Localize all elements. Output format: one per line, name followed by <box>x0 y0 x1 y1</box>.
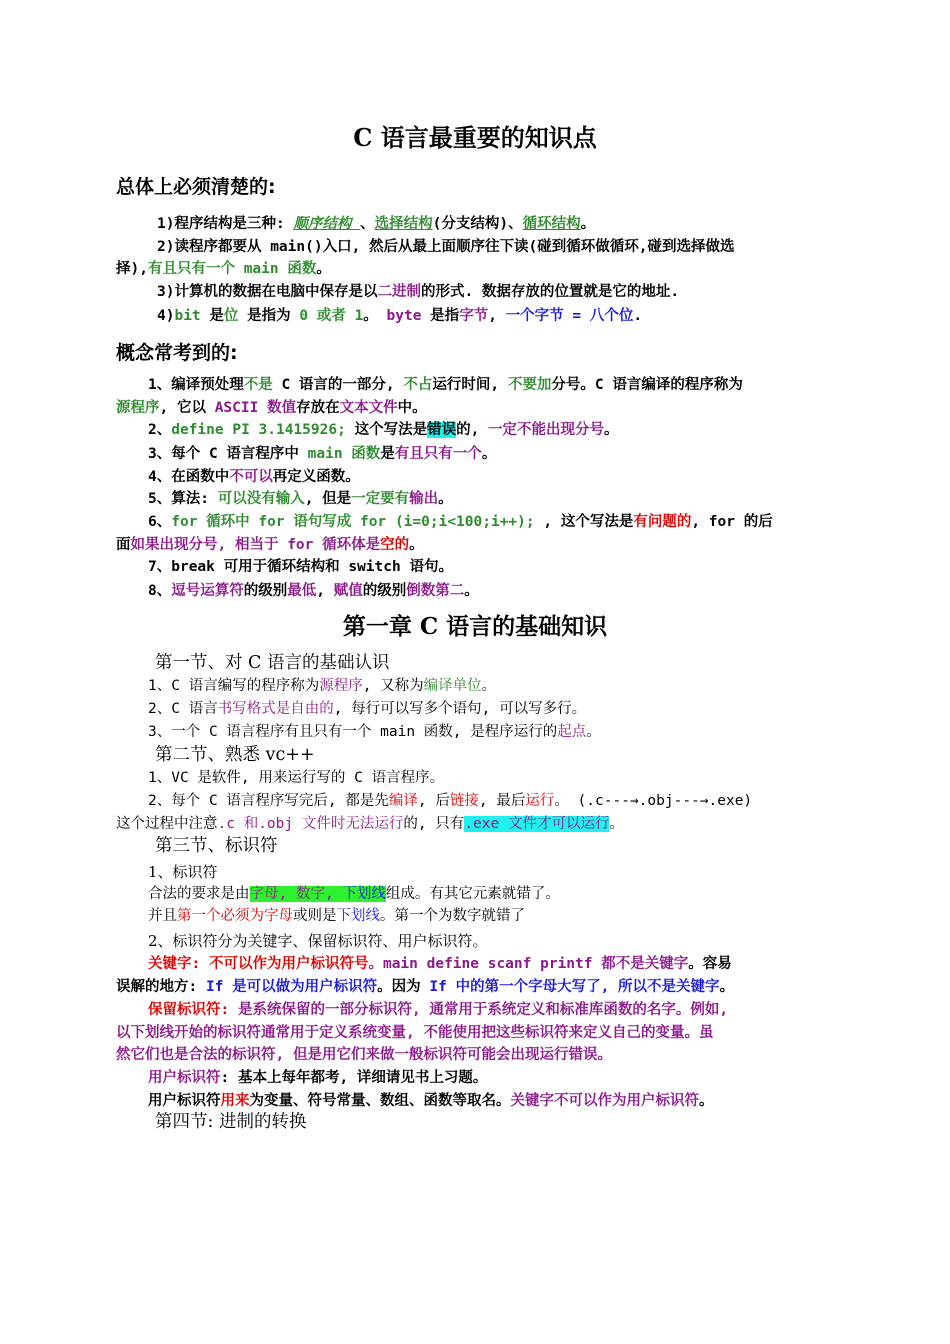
concept-6-cont: 面如果出现分号, 相当于 for 循环体是空的。 <box>116 537 424 553</box>
section-2-heading: 第二节、熟悉 vc++ <box>155 745 315 765</box>
reserved-note: 保留标识符: 是系统保留的一部分标识符, 通常用于系统定义和标准库函数的名字。例如, <box>148 1002 729 1018</box>
document-title: C 语言最重要的知识点 <box>353 123 597 152</box>
keyword-note: 关键字: 不可以作为用户标识符号。main define scanf printf 都不是关键字。容易 <box>148 956 732 972</box>
concept-4: 4、在函数中不可以再定义函数。 <box>148 469 360 485</box>
overview-point-3: 3)计算机的数据在电脑中保存是以二进制的形式. 数据存放的位置就是它的地址. <box>157 284 680 300</box>
section-4-heading: 第四节: 进制的转换 <box>155 1112 307 1132</box>
concept-2: 2、define PI 3.1415926; 这个写法是错误的, 一定不能出现分号。 <box>148 422 619 438</box>
overview-point-2: 2)读程序都要从 main()入口, 然后从最上面顺序往下读(碰到循环做循环,碰到选择做选 <box>157 239 735 255</box>
overview-point-1: 1)程序结构是三种: 顺序结构 、选择结构(分支结构)、循环结构。 <box>157 216 596 232</box>
user-identifier-note-1: 用户标识符: 基本上每年都考, 详细请见书上习题。 <box>148 1070 488 1086</box>
concept-6: 6、for 循环中 for 语句写成 for (i=0;i<100;i++); , 这个写法是有问题的, for 的后 <box>148 514 773 530</box>
concept-1-cont: 源程序, 它以 ASCII 数值存放在文本文件中。 <box>116 400 427 416</box>
section-3-heading: 第三节、标识符 <box>155 836 278 856</box>
concept-3: 3、每个 C 语言程序中 main 函数是有且只有一个。 <box>148 446 497 462</box>
identifier-rule-1: 合法的要求是由字母, 数字, 下划线组成。有其它元素就错了。 <box>148 886 560 902</box>
concept-7: 7、break 可用于循环结构和 switch 语句。 <box>148 559 453 575</box>
section-1-line-2: 2、C 语言书写格式是自由的, 每行可以写多个语句, 可以写多行。 <box>148 701 587 717</box>
reserved-note-cont-1: 以下划线开始的标识符通常用于定义系统变量, 不能使用把这些标识符来定义自己的变量。虽 <box>116 1025 714 1041</box>
section-3-subheading-1: 1、标识符 <box>148 863 218 881</box>
user-identifier-note-2: 用户标识符用来为变量、符号常量、数组、函数等取名。关键字不可以作为用户标识符。 <box>148 1093 714 1109</box>
concept-5: 5、算法: 可以没有输入, 但是一定要有输出。 <box>148 491 453 507</box>
concept-1: 1、编译预处理不是 C 语言的一部分, 不占运行时间, 不要加分号。C 语言编译的程序称为 <box>148 377 743 393</box>
section-2-line-2-cont: 这个过程中注意.c 和.obj 文件时无法运行的, 只有.exe 文件才可以运行。 <box>116 816 624 832</box>
section-3-subheading-2: 2、标识符分为关键字、保留标识符、用户标识符。 <box>148 932 488 950</box>
section-2-line-1: 1、VC 是软件, 用来运行写的 C 语言程序。 <box>148 770 445 786</box>
reserved-note-cont-2: 然它们也是合法的标识符, 但是用它们来做一般标识符可能会出现运行错误。 <box>116 1047 612 1063</box>
chapter-1-title: 第一章 C 语言的基础知识 <box>342 613 608 640</box>
overview-point-2-cont: 择),有且只有一个 main 函数。 <box>116 261 331 277</box>
section-1-line-3: 3、一个 C 语言程序有且只有一个 main 函数, 是程序运行的起点。 <box>148 724 601 740</box>
identifier-rule-2: 并且第一个必须为字母或则是下划线。第一个为数字就错了 <box>148 908 525 924</box>
section-1-heading: 第一节、对 C 语言的基础认识 <box>155 653 390 673</box>
concept-8: 8、逗号运算符的级别最低, 赋值的级别倒数第二。 <box>148 583 479 599</box>
overview-heading: 总体上必须清楚的: <box>116 176 276 198</box>
keyword-note-cont: 误解的地方: If 是可以做为用户标识符。因为 If 中的第一个字母大写了, 所以不是关键字。 <box>116 979 735 995</box>
concepts-heading: 概念常考到的: <box>116 342 238 364</box>
section-2-line-2: 2、每个 C 语言程序写完后, 都是先编译, 后链接, 最后运行。 (.c---→.obj---→.exe) <box>148 793 753 809</box>
overview-point-4: 4)bit 是位 是指为 0 或者 1。 byte 是指字节, 一个字节 = 八个位. <box>157 308 643 324</box>
section-1-line-1: 1、C 语言编写的程序称为源程序, 又称为编译单位。 <box>148 678 497 694</box>
